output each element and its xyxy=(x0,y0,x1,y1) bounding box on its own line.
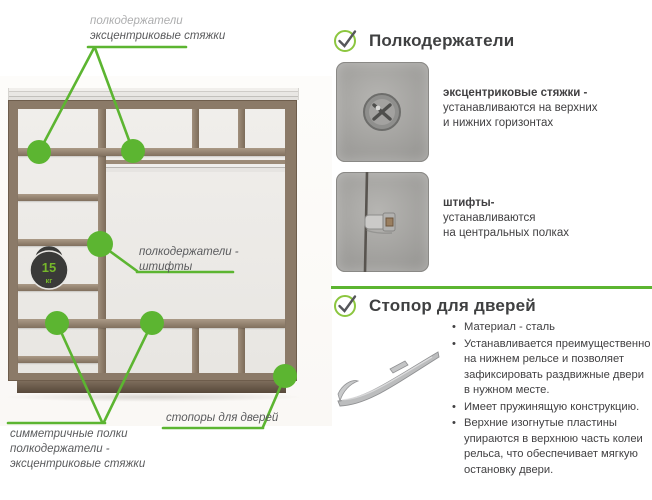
door-stopper-bullet-list xyxy=(451,320,652,479)
pin-text xyxy=(443,196,643,241)
pin-photo xyxy=(336,172,429,272)
eccentric-cam-title: эксцентриковые стяжки - xyxy=(443,87,588,99)
pin-icon xyxy=(336,172,429,272)
wardrobe-hanging-rod xyxy=(106,160,285,172)
bullet-item: • Устанавливается преимущественно на нижнем рельсе и позволяет зафиксировать раздвижные двери в нужном месте. xyxy=(451,337,652,399)
wardrobe-divider xyxy=(238,327,245,373)
eccentric-cam-photo xyxy=(336,62,429,162)
label-pins-line1: полкодержатели - xyxy=(139,246,239,258)
wardrobe-shelf xyxy=(18,356,98,363)
pin-title: штифты- xyxy=(443,197,495,209)
bullet-item: • Верхние изогнутые пластины упираются в верхнюю часть колеи рельса, что обеспечивает мягкую остановку двери. xyxy=(451,416,652,478)
wardrobe-divider xyxy=(238,109,245,150)
wardrobe-divider xyxy=(192,109,199,150)
section-heading-door-stopper: Стопор для дверей xyxy=(369,296,536,315)
pin-line2: на центральных полках xyxy=(443,227,569,239)
label-pins-line2: штифты xyxy=(139,261,193,273)
wardrobe-divider xyxy=(192,327,199,373)
label-door-stoppers: стопоры для дверей xyxy=(166,412,279,424)
door-stopper-icon xyxy=(332,332,447,417)
wardrobe-shelf xyxy=(18,319,285,328)
pin-line1: устанавливаются xyxy=(443,212,536,224)
wardrobe-shelf xyxy=(18,194,98,201)
label-top-line1: полкодержатели xyxy=(90,15,183,27)
eccentric-cam-line2: и нижних горизонтах xyxy=(443,117,554,129)
wardrobe-shelf xyxy=(18,148,285,156)
eccentric-cam-line1: устанавливаются на верхних xyxy=(443,102,598,114)
checkmark-icon xyxy=(332,291,360,319)
eccentric-cam-icon xyxy=(336,62,429,162)
weight-value: 15 xyxy=(41,260,57,275)
checkmark-icon xyxy=(332,26,360,54)
section-divider-line xyxy=(331,286,652,289)
section-heading-shelf-holders: Полкодержатели xyxy=(369,31,515,50)
bullet-item: • Материал - сталь xyxy=(451,320,652,336)
floor-shadow xyxy=(2,392,304,402)
wardrobe-top-track xyxy=(8,88,299,100)
bullet-item: • Имеет пружинящую конструкцию. xyxy=(451,400,652,416)
label-symmetric-line3: эксцентриковые стяжки xyxy=(10,458,146,470)
label-symmetric-line2: полкодержатели - xyxy=(10,443,110,455)
label-top-line2: эксцентриковые стяжки xyxy=(90,30,226,42)
weight-unit: кг xyxy=(45,276,53,285)
weight-kettlebell-icon xyxy=(26,239,72,291)
eccentric-cam-text xyxy=(443,86,643,131)
label-symmetric-line1: симметричные полки xyxy=(10,428,128,440)
